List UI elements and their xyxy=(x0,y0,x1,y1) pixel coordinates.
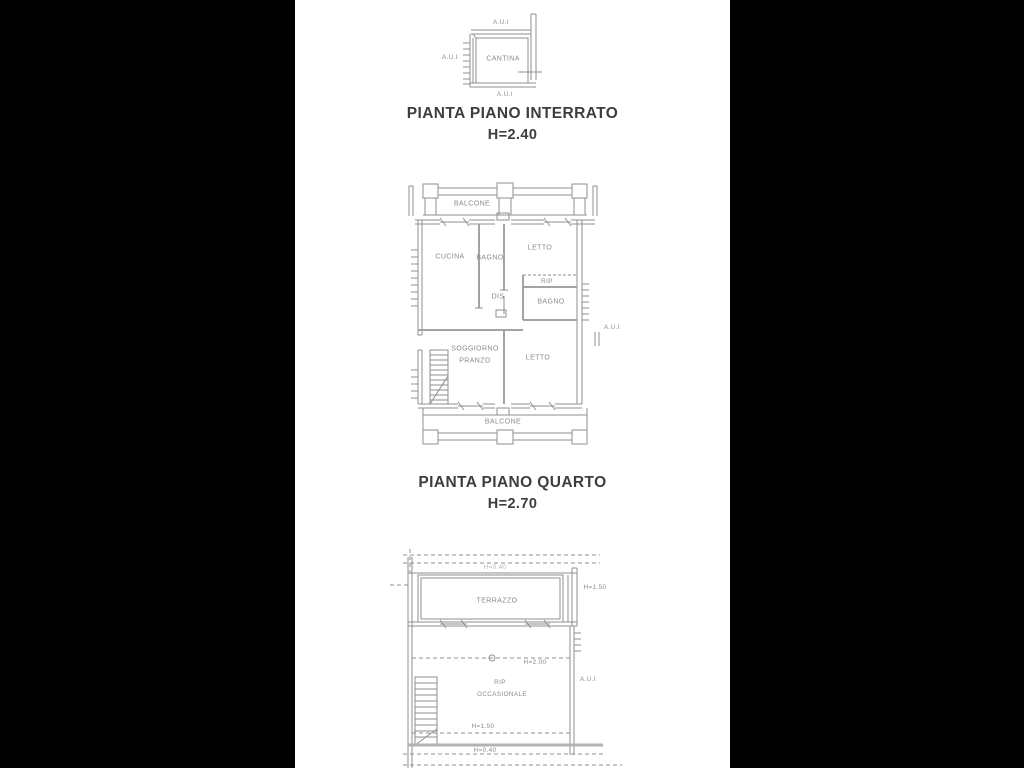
aui-label-top: A.U.I xyxy=(493,18,509,26)
room-label-letto-1: LETTO xyxy=(527,244,553,252)
height-label-eave-top: H=0.40 xyxy=(483,563,507,571)
room-label-pranzo: PRANZO xyxy=(459,357,491,365)
balcony-top xyxy=(423,183,587,215)
height-dashed-lines xyxy=(403,658,622,765)
plan-title-quarto: PIANTA PIANO QUARTO xyxy=(418,474,607,491)
aui-label-bottom: A.U.I xyxy=(497,90,513,98)
balcony-bottom xyxy=(423,408,587,444)
plan-height-interrato: H=2.40 xyxy=(487,127,538,143)
floorplan-document-page xyxy=(295,0,730,768)
aui-label-attic-right: A.U.I xyxy=(580,675,596,683)
cantina-exterior-hatching xyxy=(463,43,470,84)
room-label-balcone-top: BALCONE xyxy=(453,200,491,208)
room-label-rip: RIP xyxy=(541,277,553,285)
interrato-floorplan-drawing xyxy=(435,5,625,110)
interior-walls xyxy=(418,224,577,404)
sottotetto-floorplan-drawing xyxy=(390,543,640,768)
plan-height-quarto: H=2.70 xyxy=(487,496,538,512)
room-label-terrazzo: TERRAZZO xyxy=(476,597,518,605)
aui-label-left: A.U.I xyxy=(442,53,458,61)
interior-details xyxy=(475,275,577,317)
height-label-terrace-right: H=1.50 xyxy=(583,583,607,591)
stairs xyxy=(430,350,448,404)
height-label-low-line: H=1.50 xyxy=(471,722,495,730)
room-label-bagno-1: BAGNO xyxy=(476,254,504,262)
height-label-ridge: H=2.00 xyxy=(523,658,547,666)
side-walls xyxy=(418,220,582,404)
room-label-balcone-bottom: BALCONE xyxy=(484,418,522,426)
exterior-hatching xyxy=(411,250,589,398)
quarto-floorplan-drawing xyxy=(405,180,640,452)
left-wall xyxy=(408,557,412,768)
attic-stairs xyxy=(415,677,437,745)
right-walls xyxy=(568,568,581,755)
terrace-south-wall xyxy=(408,620,577,628)
room-label-rip-occasionale-1: RIP xyxy=(494,678,506,686)
aui-label-right: A.U.I xyxy=(604,323,620,331)
room-label-rip-occasionale-2: OCCASIONALE xyxy=(477,690,527,698)
room-label-bagno-2: BAGNO xyxy=(537,298,565,306)
room-label-cantina: CANTINA xyxy=(486,55,520,63)
room-label-dis: DIS xyxy=(491,293,505,301)
room-label-letto-2: LETTO xyxy=(525,354,551,362)
room-label-soggiorno: SOGGIORNO xyxy=(451,345,499,353)
plan-title-interrato: PIANTA PIANO INTERRATO xyxy=(406,105,619,122)
height-label-bottom: H=0.40 xyxy=(473,746,497,754)
room-label-cucina: CUCINA xyxy=(435,253,465,261)
